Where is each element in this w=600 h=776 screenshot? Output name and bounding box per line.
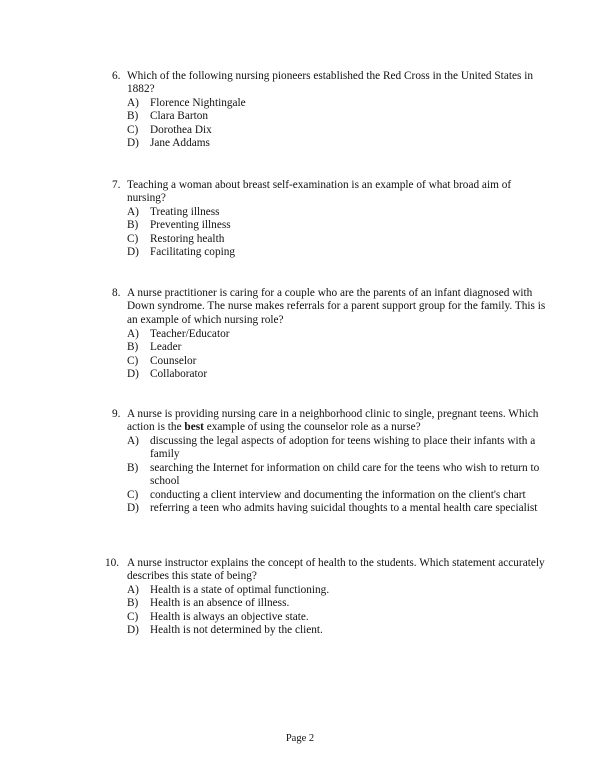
option-letter: B) <box>127 110 139 123</box>
question-number: 7. <box>112 179 121 191</box>
answer-option-b <box>0 462 600 489</box>
option-letter: D) <box>127 246 139 259</box>
option-text: Leader <box>150 341 182 354</box>
answer-option-d <box>0 246 600 259</box>
option-text: Treating illness <box>150 206 220 218</box>
option-letter: B) <box>127 597 139 610</box>
option-text: Counselor <box>150 354 197 367</box>
option-letter: A) <box>127 584 139 596</box>
answer-option-c <box>0 611 600 624</box>
answer-option-a <box>0 435 600 462</box>
answer-option-c <box>0 233 600 246</box>
option-text: Restoring health <box>150 232 225 245</box>
option-text: Health is not determined by the client. <box>150 624 323 637</box>
option-letter: B) <box>127 341 139 354</box>
question-number: 6. <box>112 70 121 82</box>
option-text: Collaborator <box>150 368 208 381</box>
option-letter: D) <box>127 137 139 150</box>
answer-option-a <box>0 328 600 341</box>
option-text: Clara Barton <box>150 110 209 123</box>
option-letter: A) <box>127 97 139 109</box>
question-stem: Teaching a woman about breast self-examination is an example of what broad aim of nursing? <box>127 179 512 205</box>
option-letter: C) <box>127 610 139 623</box>
answer-option-a <box>0 97 600 110</box>
answer-option-b <box>0 597 600 610</box>
question-stem: A nurse practitioner is caring for a couple who are the parents of an infant diagnosed with Down syndrome. The nurse makes referrals for a parent support group for the family. This is an example of which nursing role? <box>127 287 546 326</box>
option-text: Florence Nightingale <box>150 97 246 109</box>
option-letter: B) <box>127 461 139 474</box>
option-letter: B) <box>127 219 139 232</box>
question-number: 8. <box>112 287 121 299</box>
option-text: Dorothea Dix <box>150 123 212 136</box>
question-stem: A nurse is providing nursing care in a neighborhood clinic to single, pregnant teens. Which action is the best example of using the counselor role as a nurse? <box>127 408 539 434</box>
question-number: 9. <box>112 408 121 420</box>
option-letter: C) <box>127 354 139 367</box>
option-letter: C) <box>127 123 139 136</box>
emphasis-text: best <box>184 421 204 434</box>
option-letter: A) <box>127 206 139 218</box>
answer-options <box>0 97 600 151</box>
option-text: Facilitating coping <box>150 246 236 259</box>
answer-option-c <box>0 489 600 502</box>
option-text: Preventing illness <box>150 219 231 232</box>
answer-option-a <box>0 584 600 597</box>
answer-options <box>0 584 600 638</box>
answer-options <box>0 328 600 382</box>
answer-option-c <box>0 355 600 368</box>
answer-option-d <box>0 368 600 381</box>
option-text: discussing the legal aspects of adoption for teens wishing to place their infants with a family <box>150 435 536 461</box>
option-text: Health is an absence of illness. <box>150 597 290 610</box>
option-text: Health is always an objective state. <box>150 610 309 623</box>
option-text: Teacher/Educator <box>150 328 230 340</box>
answer-option-b <box>0 219 600 232</box>
question-stem: Which of the following nursing pioneers established the Red Cross in the United States in 1882? <box>127 70 533 96</box>
option-text: conducting a client interview and documenting the information on the client's chart <box>150 488 526 501</box>
question-number: 10. <box>105 557 120 569</box>
answer-option-b <box>0 110 600 123</box>
answer-option-a <box>0 206 600 219</box>
option-text: Health is a state of optimal functioning. <box>150 584 330 596</box>
answer-option-d <box>0 624 600 637</box>
answer-options <box>0 206 600 260</box>
answer-option-c <box>0 124 600 137</box>
option-letter: D) <box>127 502 139 515</box>
option-letter: C) <box>127 232 139 245</box>
option-text: Jane Addams <box>150 137 210 150</box>
page-number: Page 2 <box>285 733 315 744</box>
option-letter: C) <box>127 488 139 501</box>
option-letter: D) <box>127 624 139 637</box>
option-letter: A) <box>127 328 139 340</box>
option-text: searching the Internet for information on child care for the teens who wish to return to school <box>150 461 540 488</box>
answer-option-d <box>0 137 600 150</box>
answer-option-d <box>0 502 600 515</box>
option-letter: D) <box>127 368 139 381</box>
answer-option-b <box>0 341 600 354</box>
question-stem: A nurse instructor explains the concept of health to the students. Which statement accurately describes this state of being? <box>127 557 545 583</box>
option-text: referring a teen who admits having suicidal thoughts to a mental health care specialist <box>150 502 538 515</box>
answer-options <box>0 435 600 515</box>
option-letter: A) <box>127 435 139 447</box>
